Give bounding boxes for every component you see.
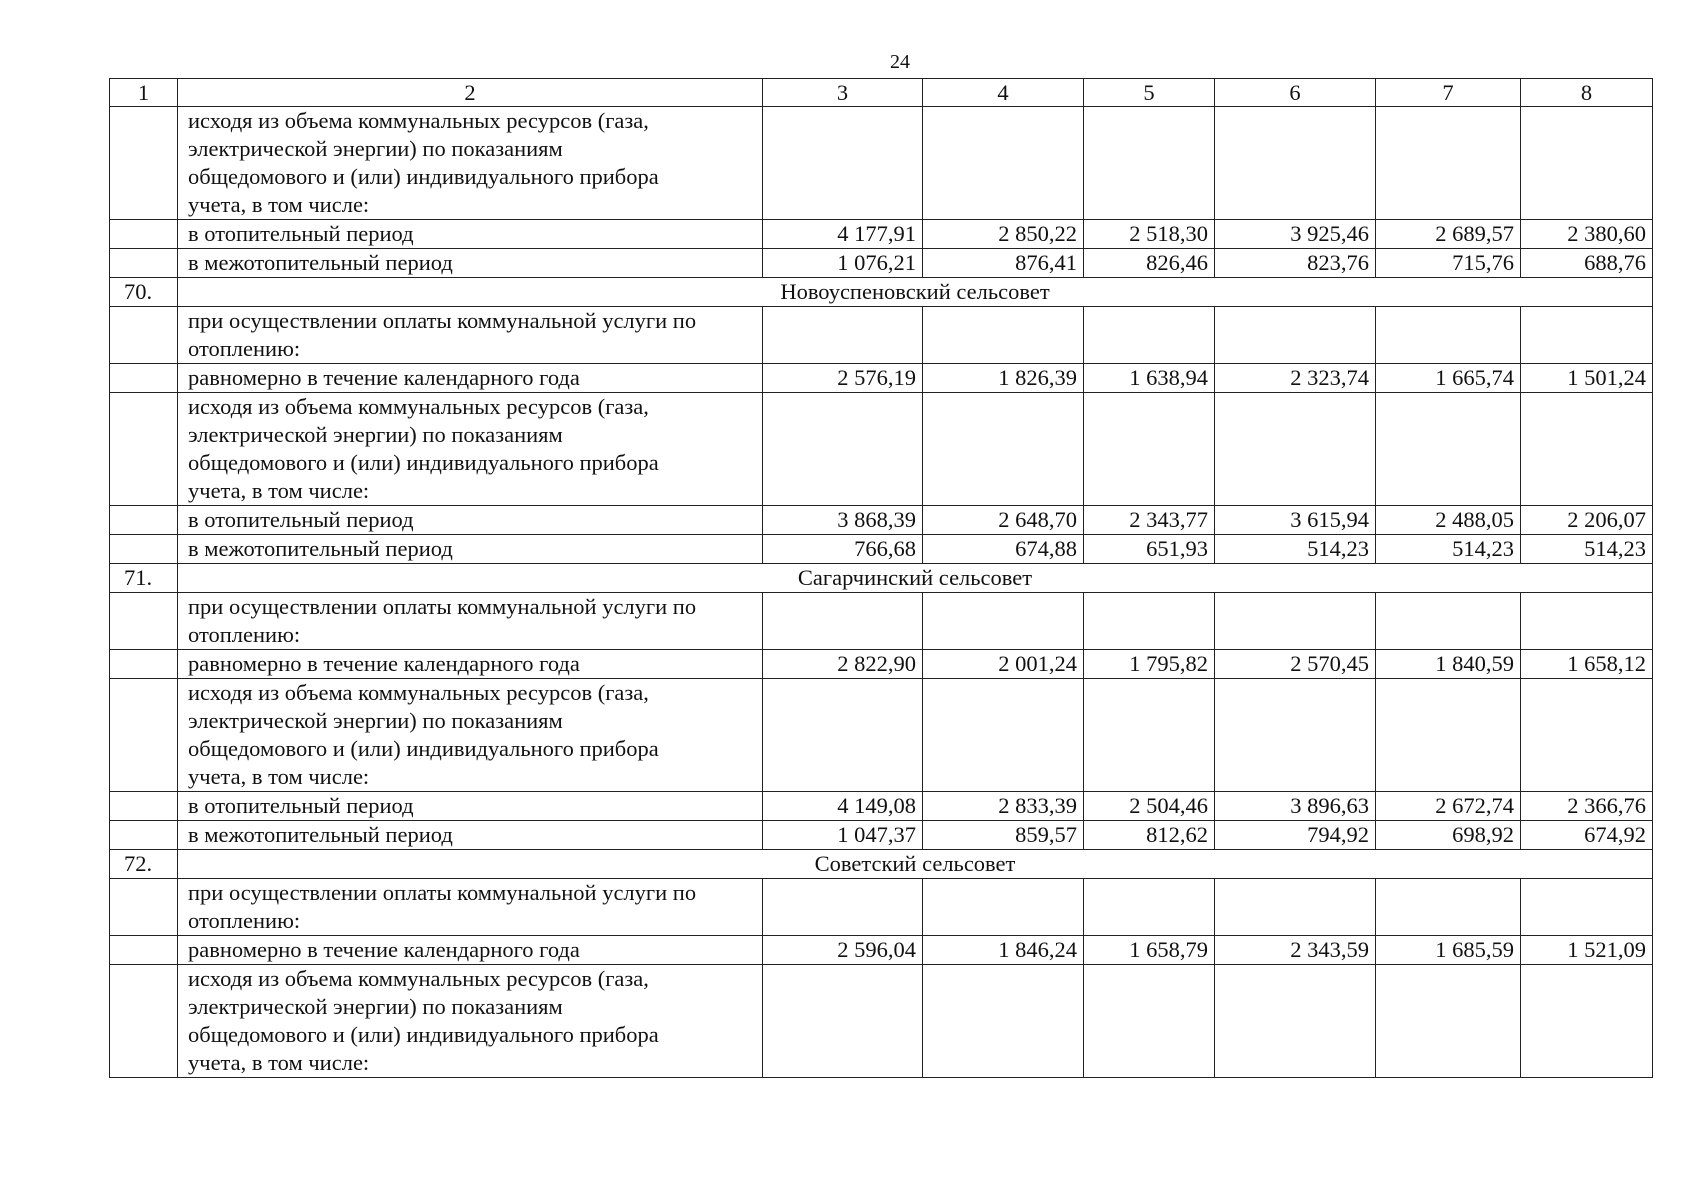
row-label: в отопительный период [178,506,763,535]
value-cell: 4 177,91 [763,220,923,249]
empty-cell [1084,679,1215,792]
empty-cell [1084,393,1215,506]
value-cell: 1 501,24 [1521,364,1653,393]
row-label: в межотопительный период [178,535,763,564]
value-cell: 514,23 [1376,535,1521,564]
section-number: 72. [110,850,178,879]
empty-cell [1521,679,1653,792]
column-number: 8 [1521,79,1653,107]
value-cell: 766,68 [763,535,923,564]
empty-cell [1376,679,1521,792]
description-line: исходя из объема коммунальных ресурсов (газа, [188,966,649,991]
row-description [178,965,763,1078]
empty-cell [1215,879,1376,936]
row-label: равномерно в течение календарного года [178,936,763,965]
empty-cell [1084,107,1215,220]
empty-cell [1376,307,1521,364]
empty-cell [923,965,1084,1078]
row-number [110,821,178,850]
tariff-table [109,78,1653,1078]
value-cell: 674,92 [1521,821,1653,850]
empty-cell [1215,679,1376,792]
description-row [110,965,1653,1078]
empty-cell [923,879,1084,936]
row-number [110,535,178,564]
description-row [110,393,1653,506]
section-title: Новоуспеновский сельсовет [178,278,1653,307]
description-row [110,679,1653,792]
value-cell: 698,92 [1376,821,1521,850]
row-number [110,393,178,506]
description-line: исходя из объема коммунальных ресурсов (газа, [188,680,649,705]
value-cell: 2 323,74 [1215,364,1376,393]
row-number [110,506,178,535]
empty-cell [1376,393,1521,506]
description-line: отоплению: [188,336,301,361]
column-number: 6 [1215,79,1376,107]
section-row [110,564,1653,593]
row-label: в межотопительный период [178,821,763,850]
value-cell: 1 658,12 [1521,650,1653,679]
empty-cell [763,965,923,1078]
table-row [110,792,1653,821]
value-cell: 2 504,46 [1084,792,1215,821]
value-cell: 1 638,94 [1084,364,1215,393]
table-row [110,821,1653,850]
value-cell: 2 001,24 [923,650,1084,679]
row-number [110,792,178,821]
value-cell: 823,76 [1215,249,1376,278]
description-line: при осуществлении оплаты коммунальной услуги по [188,308,697,333]
value-cell: 674,88 [923,535,1084,564]
row-description [178,679,763,792]
empty-cell [1215,393,1376,506]
section-title: Сагарчинский сельсовет [178,564,1653,593]
empty-cell [1084,593,1215,650]
page-number: 24 [890,51,910,73]
value-cell: 794,92 [1215,821,1376,850]
table-body [110,107,1653,1078]
description-line: электрической энергии) по показаниям [188,136,563,161]
value-cell: 1 826,39 [923,364,1084,393]
value-cell: 1 846,24 [923,936,1084,965]
value-cell: 2 576,19 [763,364,923,393]
table-row [110,249,1653,278]
row-number [110,249,178,278]
value-cell: 2 518,30 [1084,220,1215,249]
value-cell: 1 076,21 [763,249,923,278]
description-line: исходя из объема коммунальных ресурсов (газа, [188,394,649,419]
description-line: исходя из объема коммунальных ресурсов (газа, [188,108,649,133]
column-number-row [110,79,1653,107]
value-cell: 876,41 [923,249,1084,278]
value-cell: 2 366,76 [1521,792,1653,821]
value-cell: 1 665,74 [1376,364,1521,393]
description-line: отоплению: [188,622,301,647]
table-row [110,535,1653,564]
row-label: в отопительный период [178,220,763,249]
empty-cell [1376,107,1521,220]
value-cell: 1 047,37 [763,821,923,850]
row-number [110,650,178,679]
empty-cell [763,107,923,220]
value-cell: 3 615,94 [1215,506,1376,535]
empty-cell [1521,393,1653,506]
value-cell: 688,76 [1521,249,1653,278]
empty-cell [923,679,1084,792]
value-cell: 859,57 [923,821,1084,850]
empty-cell [1215,107,1376,220]
column-number: 3 [763,79,923,107]
description-line: отоплению: [188,908,301,933]
row-description [178,879,763,936]
empty-cell [1521,879,1653,936]
description-row [110,107,1653,220]
row-description [178,107,763,220]
empty-cell [1084,307,1215,364]
description-row [110,593,1653,650]
row-description [178,393,763,506]
value-cell: 2 570,45 [1215,650,1376,679]
table-row [110,650,1653,679]
description-line: электрической энергии) по показаниям [188,994,563,1019]
value-cell: 2 850,22 [923,220,1084,249]
description-line: при осуществлении оплаты коммунальной услуги по [188,594,697,619]
empty-cell [1376,965,1521,1078]
value-cell: 826,46 [1084,249,1215,278]
value-cell: 3 896,63 [1215,792,1376,821]
row-label: в межотопительный период [178,249,763,278]
empty-cell [763,307,923,364]
empty-cell [1521,965,1653,1078]
description-line: общедомового и (или) индивидуального прибора [188,164,659,189]
value-cell: 2 343,77 [1084,506,1215,535]
row-label: равномерно в течение календарного года [178,364,763,393]
empty-cell [763,593,923,650]
empty-cell [1215,593,1376,650]
description-row [110,879,1653,936]
section-row [110,850,1653,879]
empty-cell [1376,879,1521,936]
description-line: при осуществлении оплаты коммунальной услуги по [188,880,697,905]
value-cell: 2 343,59 [1215,936,1376,965]
description-line: общедомового и (или) индивидуального прибора [188,736,659,761]
empty-cell [923,107,1084,220]
value-cell: 514,23 [1215,535,1376,564]
empty-cell [1215,965,1376,1078]
row-number [110,965,178,1078]
value-cell: 2 822,90 [763,650,923,679]
description-line: общедомового и (или) индивидуального прибора [188,450,659,475]
section-row [110,278,1653,307]
empty-cell [1084,879,1215,936]
value-cell: 651,93 [1084,535,1215,564]
empty-cell [1215,307,1376,364]
empty-cell [763,879,923,936]
row-description [178,307,763,364]
value-cell: 2 672,74 [1376,792,1521,821]
row-number [110,364,178,393]
table-row [110,364,1653,393]
description-line: учета, в том числе: [188,478,370,503]
description-line: учета, в том числе: [188,192,370,217]
section-title: Советский сельсовет [178,850,1653,879]
empty-cell [923,593,1084,650]
value-cell: 3 925,46 [1215,220,1376,249]
row-description [178,593,763,650]
description-line: электрической энергии) по показаниям [188,708,563,733]
section-number: 70. [110,278,178,307]
value-cell: 812,62 [1084,821,1215,850]
value-cell: 715,76 [1376,249,1521,278]
value-cell: 2 596,04 [763,936,923,965]
description-line: электрической энергии) по показаниям [188,422,563,447]
row-number [110,679,178,792]
row-number [110,307,178,364]
table-row [110,936,1653,965]
column-number: 5 [1084,79,1215,107]
column-number: 1 [110,79,178,107]
row-number [110,220,178,249]
table-row [110,220,1653,249]
row-number [110,879,178,936]
empty-cell [1084,965,1215,1078]
value-cell: 4 149,08 [763,792,923,821]
description-row [110,307,1653,364]
row-label: равномерно в течение календарного года [178,650,763,679]
description-line: учета, в том числе: [188,1050,370,1075]
value-cell: 1 795,82 [1084,650,1215,679]
empty-cell [1521,107,1653,220]
row-number [110,593,178,650]
row-number [110,936,178,965]
empty-cell [763,679,923,792]
column-number: 7 [1376,79,1521,107]
empty-cell [1521,307,1653,364]
value-cell: 2 648,70 [923,506,1084,535]
value-cell: 1 840,59 [1376,650,1521,679]
value-cell: 1 521,09 [1521,936,1653,965]
description-line: общедомового и (или) индивидуального прибора [188,1022,659,1047]
table-row [110,506,1653,535]
value-cell: 2 833,39 [923,792,1084,821]
value-cell: 2 206,07 [1521,506,1653,535]
empty-cell [763,393,923,506]
empty-cell [1376,593,1521,650]
value-cell: 1 685,59 [1376,936,1521,965]
value-cell: 2 488,05 [1376,506,1521,535]
value-cell: 2 689,57 [1376,220,1521,249]
description-line: учета, в том числе: [188,764,370,789]
value-cell: 514,23 [1521,535,1653,564]
value-cell: 3 868,39 [763,506,923,535]
row-label: в отопительный период [178,792,763,821]
empty-cell [923,307,1084,364]
empty-cell [1521,593,1653,650]
empty-cell [923,393,1084,506]
column-number: 4 [923,79,1084,107]
value-cell: 1 658,79 [1084,936,1215,965]
section-number: 71. [110,564,178,593]
value-cell: 2 380,60 [1521,220,1653,249]
column-number: 2 [178,79,763,107]
row-number [110,107,178,220]
